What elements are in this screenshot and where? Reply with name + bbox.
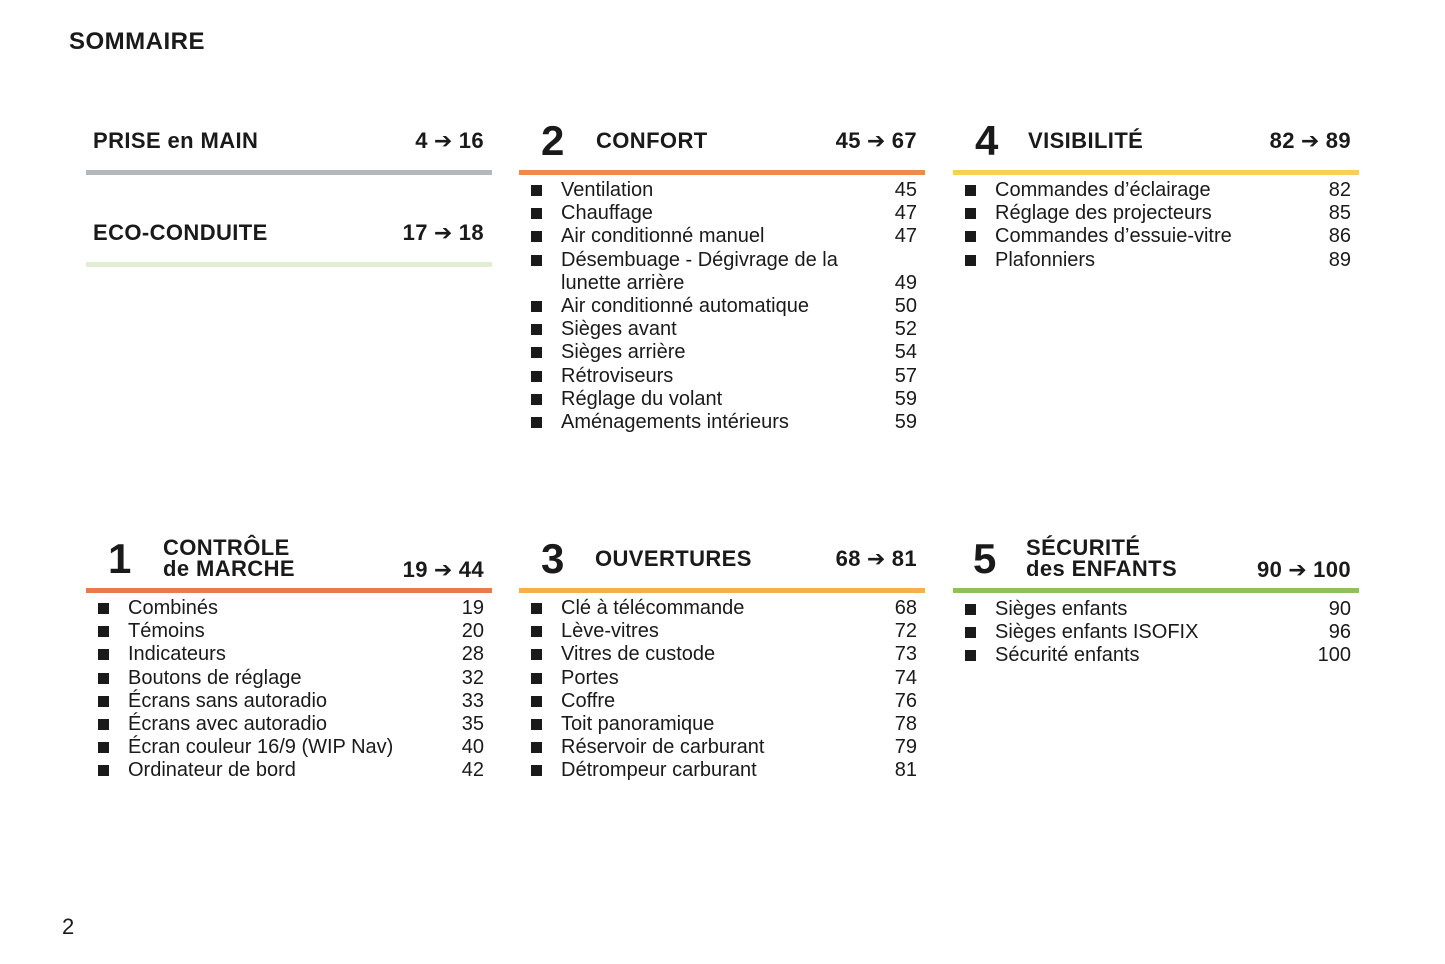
item-page: 96 [1328, 621, 1351, 644]
item-page: 49 [894, 271, 917, 294]
bullet-square-icon [965, 208, 976, 219]
item-page: 86 [1328, 225, 1351, 248]
list-item[interactable]: Boutons de réglage 32 [86, 667, 492, 690]
section-title-line2: de MARCHE [163, 556, 295, 581]
bullet-square-icon [965, 627, 976, 638]
section-rule [519, 170, 925, 175]
item-list [519, 179, 925, 434]
section-prise-en-main[interactable] [86, 120, 492, 180]
section-ouvertures[interactable] [519, 535, 925, 798]
item-page: 68 [894, 597, 917, 619]
section-title: OUVERTURES [595, 546, 752, 571]
bullet-square-icon [965, 231, 976, 242]
arrow-right-icon: ➔ [433, 220, 453, 245]
item-page: 90 [1328, 598, 1351, 620]
item-page: 73 [894, 643, 917, 666]
section-rule [86, 170, 492, 175]
arrow-right-icon: ➔ [1300, 128, 1320, 153]
section-number: 1 [108, 535, 132, 582]
bullet-square-icon [531, 371, 542, 382]
arrow-right-icon: ➔ [433, 557, 453, 582]
item-page: 74 [894, 666, 917, 689]
arrow-right-icon: ➔ [866, 546, 886, 571]
item-list [953, 179, 1359, 272]
bullet-square-icon [98, 742, 109, 753]
list-item[interactable]: Clé à télécommande 68 [519, 597, 925, 620]
list-item[interactable]: Ventilation 45 [519, 179, 925, 202]
bullet-square-icon [98, 673, 109, 684]
page-number: 2 [62, 914, 75, 939]
list-item[interactable]: Air conditionné manuel 47 [519, 225, 925, 248]
list-item[interactable]: Réglage des projecteurs 85 [953, 202, 1359, 225]
bullet-square-icon [98, 719, 109, 730]
section-title: VISIBILITÉ [1028, 128, 1144, 153]
bullet-square-icon [531, 231, 542, 242]
list-item[interactable]: Réservoir de carburant 79 [519, 736, 925, 759]
section-title-line2: des ENFANTS [1026, 556, 1178, 581]
list-item[interactable]: Sièges enfants ISOFIX 96 [953, 621, 1359, 644]
item-page: 42 [461, 759, 484, 782]
bullet-square-icon [965, 185, 976, 196]
bullet-square-icon [531, 347, 542, 358]
item-page: 40 [461, 736, 484, 759]
section-title-line1: SÉCURITÉ [1026, 535, 1141, 560]
bullet-square-icon [531, 719, 542, 730]
list-item[interactable]: Ordinateur de bord 42 [86, 759, 492, 782]
page-title: SOMMAIRE [69, 28, 205, 55]
page-range: 90 ➔ 100 [1256, 557, 1351, 582]
section-title-line1: CONTRÔLE [163, 535, 290, 560]
item-page: 81 [894, 759, 917, 782]
bullet-square-icon [531, 185, 542, 196]
bullet-square-icon [98, 626, 109, 637]
bullet-square-icon [531, 696, 542, 707]
list-item[interactable]: Sièges avant 52 [519, 318, 925, 341]
item-page: 89 [1328, 248, 1351, 271]
section-number: 3 [541, 535, 565, 582]
item-page: 59 [894, 411, 917, 434]
item-page: 59 [894, 387, 917, 410]
item-page: 47 [894, 225, 917, 248]
section-visibilite[interactable] [953, 117, 1359, 280]
list-item[interactable]: Toit panoramique 78 [519, 713, 925, 736]
bullet-square-icon [531, 208, 542, 219]
page-range: 19 ➔ 44 [402, 557, 484, 582]
section-controle-de-marche[interactable] [86, 535, 492, 798]
bullet-square-icon [531, 765, 542, 776]
item-page: 35 [461, 713, 484, 736]
item-page: 45 [894, 179, 917, 201]
item-page: 100 [1317, 644, 1351, 667]
list-item[interactable]: Réglage du volant 59 [519, 388, 925, 411]
section-number: 2 [541, 117, 565, 164]
item-page: 54 [894, 341, 917, 364]
page-range: 68 ➔ 81 [835, 546, 917, 571]
page-range: 82 ➔ 89 [1269, 128, 1351, 153]
list-item[interactable]: Détrompeur carburant 81 [519, 759, 925, 782]
list-item[interactable]: Rétroviseurs 57 [519, 365, 925, 388]
list-item[interactable]: Lève-vitres 72 [519, 620, 925, 643]
section-rule [519, 588, 925, 593]
item-page: 78 [894, 713, 917, 736]
item-page: 79 [894, 736, 917, 759]
bullet-square-icon [98, 696, 109, 707]
item-page: 47 [894, 202, 917, 225]
bullet-square-icon [531, 417, 542, 428]
item-list [953, 598, 1359, 668]
page-range: 4 ➔ 16 [415, 128, 484, 153]
list-item[interactable]: Chauffage 47 [519, 202, 925, 225]
list-item[interactable]: Coffre 76 [519, 690, 925, 713]
item-page: 82 [1328, 179, 1351, 201]
list-item[interactable]: Sièges enfants 90 [953, 598, 1359, 621]
bullet-square-icon [531, 626, 542, 637]
bullet-square-icon [531, 742, 542, 753]
item-page: 33 [461, 689, 484, 712]
list-item[interactable]: Écrans sans autoradio 33 [86, 690, 492, 713]
section-title: CONFORT [596, 128, 708, 153]
section-rule [86, 588, 492, 593]
item-page: 72 [894, 620, 917, 643]
section-eco-conduite[interactable] [86, 212, 492, 272]
item-list [86, 597, 492, 783]
list-item[interactable]: Écrans avec autoradio 35 [86, 713, 492, 736]
section-number: 5 [973, 535, 997, 582]
list-item[interactable]: Écran couleur 16/9 (WIP Nav) 40 [86, 736, 492, 759]
list-item[interactable]: Combinés 19 [86, 597, 492, 620]
item-page: 52 [894, 318, 917, 341]
bullet-square-icon [531, 255, 542, 266]
page-range: 17 ➔ 18 [402, 220, 484, 245]
section-rule [953, 170, 1359, 175]
list-item[interactable]: Vitres de custode 73 [519, 643, 925, 666]
list-item[interactable]: Indicateurs 28 [86, 643, 492, 666]
section-number: 4 [975, 117, 999, 164]
arrow-right-icon: ➔ [866, 128, 886, 153]
item-page: 76 [894, 689, 917, 712]
list-item[interactable]: Témoins 20 [86, 620, 492, 643]
bullet-square-icon [98, 603, 109, 614]
section-rule [953, 588, 1359, 593]
section-securite-des-enfants[interactable] [953, 535, 1359, 698]
bullet-square-icon [531, 394, 542, 405]
list-item[interactable]: Sièges arrière 54 [519, 341, 925, 364]
list-item[interactable]: Désembuage - Dégivrage de la lunette arrière 49 [519, 249, 925, 295]
list-item[interactable]: Plafonniers 89 [953, 249, 1359, 272]
bullet-square-icon [98, 649, 109, 660]
item-page: 85 [1328, 202, 1351, 225]
section-title: PRISE en MAIN [93, 128, 259, 153]
bullet-square-icon [531, 301, 542, 312]
item-page: 32 [461, 666, 484, 689]
bullet-square-icon [965, 255, 976, 266]
section-confort[interactable] [519, 117, 925, 440]
list-item[interactable]: Sécurité enfants 100 [953, 644, 1359, 667]
bullet-square-icon [531, 603, 542, 614]
item-list [519, 597, 925, 783]
list-item[interactable]: Air conditionné automatique 50 [519, 295, 925, 318]
bullet-square-icon [965, 604, 976, 615]
bullet-square-icon [98, 765, 109, 776]
bullet-square-icon [531, 649, 542, 660]
bullet-square-icon [531, 673, 542, 684]
section-rule [86, 262, 492, 267]
list-item[interactable]: Portes 74 [519, 667, 925, 690]
list-item[interactable]: Commandes d’essuie-vitre 86 [953, 225, 1359, 248]
item-page: 57 [894, 364, 917, 387]
bullet-square-icon [531, 324, 542, 335]
item-page: 20 [461, 620, 484, 643]
item-page: 28 [461, 643, 484, 666]
item-page: 19 [461, 597, 484, 619]
bullet-square-icon [965, 650, 976, 661]
arrow-right-icon: ➔ [1288, 557, 1308, 582]
item-page: 50 [894, 295, 917, 318]
section-title: ECO-CONDUITE [93, 220, 268, 245]
list-item[interactable]: Aménagements intérieurs 59 [519, 411, 925, 434]
list-item[interactable]: Commandes d’éclairage 82 [953, 179, 1359, 202]
page-range: 45 ➔ 67 [835, 128, 917, 153]
arrow-right-icon: ➔ [433, 128, 453, 153]
